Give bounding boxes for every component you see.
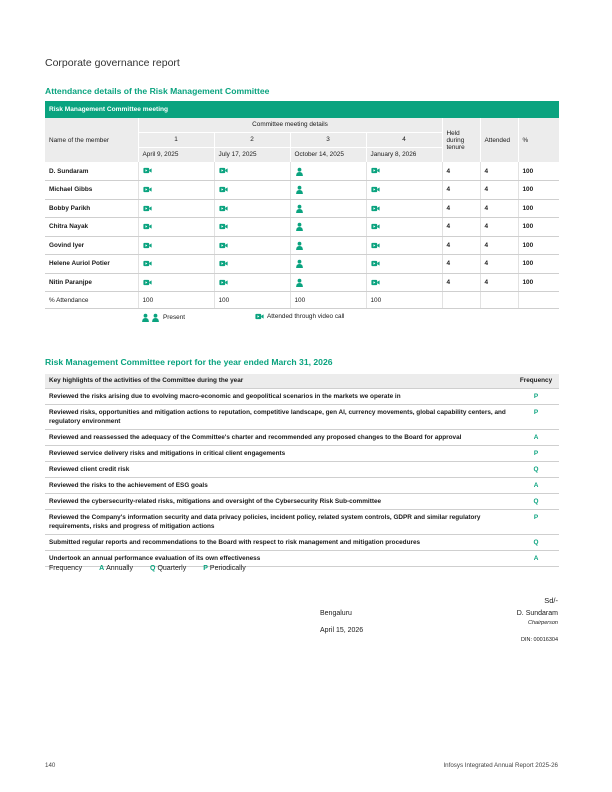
chairperson-din: DIN: 00016304	[521, 637, 558, 643]
legend-present-label: Present	[163, 314, 186, 321]
meeting-attendance-cell	[366, 199, 442, 218]
member-column-header: Name of the member	[45, 118, 138, 162]
legend-video-label: Attended through video call	[267, 313, 345, 321]
activity-row	[45, 509, 559, 534]
present-icon	[295, 242, 304, 249]
member-name: Govind Iyer	[45, 236, 138, 255]
meeting-attendance-cell	[290, 273, 366, 292]
attended-value: 4	[480, 273, 518, 292]
activity-frequency: P	[513, 509, 559, 534]
percent-value: 100	[518, 199, 559, 218]
activity-text: Submitted regular reports and recommendations to the Board with respect to risk management and mitigation procedures	[45, 534, 513, 550]
meeting-attendance-cell	[138, 255, 214, 274]
activity-row	[45, 404, 559, 429]
member-row	[45, 162, 559, 181]
attendance-heading: Attendance details of the Risk Management Committee	[45, 86, 270, 96]
video-icon	[219, 168, 228, 175]
meeting-date: July 17, 2025	[214, 147, 290, 162]
meeting-attendance-cell	[366, 181, 442, 200]
video-icon	[143, 260, 152, 267]
attendance-table	[45, 101, 559, 309]
activity-row	[45, 429, 559, 445]
video-icon	[219, 279, 228, 286]
video-icon	[371, 205, 380, 212]
member-name: Michael Gibbs	[45, 181, 138, 200]
video-icon	[371, 279, 380, 286]
video-icon	[143, 168, 152, 175]
meeting-number: 1	[138, 132, 214, 147]
meeting-attendance-percent: 100	[214, 292, 290, 309]
attendance-percent-label: % Attendance	[45, 292, 138, 309]
video-icon	[371, 168, 380, 175]
present-icon	[295, 223, 304, 230]
video-icon	[143, 186, 152, 193]
meeting-attendance-cell	[366, 255, 442, 274]
frequency-legend-label: Frequency	[49, 565, 83, 572]
present-icon	[295, 168, 304, 175]
activity-frequency: A	[513, 477, 559, 493]
sd-mark: Sd/-	[544, 596, 558, 605]
member-row	[45, 273, 559, 292]
member-row	[45, 236, 559, 255]
meeting-number: 2	[214, 132, 290, 147]
member-row	[45, 199, 559, 218]
activity-row	[45, 534, 559, 550]
member-name: Chitra Nayak	[45, 218, 138, 237]
activity-frequency: Q	[513, 493, 559, 509]
frequency-legend	[49, 565, 246, 572]
meeting-attendance-cell	[138, 236, 214, 255]
meeting-date: October 14, 2025	[290, 147, 366, 162]
activity-frequency: P	[513, 388, 559, 404]
percent-value: 100	[518, 236, 559, 255]
attended-value: 4	[480, 199, 518, 218]
empty-cell	[518, 292, 559, 309]
activity-frequency: P	[513, 404, 559, 429]
held-value: 4	[442, 236, 480, 255]
meeting-attendance-cell	[366, 236, 442, 255]
attended-value: 4	[480, 181, 518, 200]
meeting-attendance-cell	[290, 162, 366, 181]
member-row	[45, 218, 559, 237]
activity-frequency: P	[513, 445, 559, 461]
activity-frequency: A	[513, 429, 559, 445]
meeting-attendance-percent: 100	[366, 292, 442, 309]
legend-video	[255, 313, 344, 320]
meeting-attendance-cell	[214, 181, 290, 200]
chairperson-name: D. Sundaram	[516, 610, 558, 617]
attended-value: 4	[480, 218, 518, 237]
video-icon	[371, 223, 380, 230]
video-icon	[143, 279, 152, 286]
member-row	[45, 255, 559, 274]
page-number: 140	[45, 762, 56, 769]
activity-frequency: A	[513, 550, 559, 566]
activity-text: Undertook an annual performance evaluation of its own effectiveness	[45, 550, 513, 566]
percent-value: 100	[518, 255, 559, 274]
attended-value: 4	[480, 255, 518, 274]
report-name: Infosys Integrated Annual Report 2025-26	[443, 762, 558, 769]
present-icon	[141, 313, 160, 322]
meeting-attendance-cell	[138, 199, 214, 218]
percent-column-header: %	[518, 118, 559, 162]
meeting-attendance-cell	[366, 273, 442, 292]
video-icon	[219, 223, 228, 230]
meeting-date: January 8, 2026	[366, 147, 442, 162]
meeting-attendance-cell	[138, 162, 214, 181]
member-row	[45, 181, 559, 200]
frequency-column-header: Frequency	[513, 374, 559, 388]
meeting-attendance-cell	[290, 218, 366, 237]
member-name: Bobby Parikh	[45, 199, 138, 218]
meeting-attendance-cell	[214, 255, 290, 274]
meeting-attendance-cell	[138, 273, 214, 292]
video-icon	[219, 260, 228, 267]
activity-frequency: Q	[513, 534, 559, 550]
video-icon	[371, 242, 380, 249]
video-icon	[143, 242, 152, 249]
held-value: 4	[442, 199, 480, 218]
meeting-date: April 9, 2025	[138, 147, 214, 162]
held-value: 4	[442, 181, 480, 200]
activity-row	[45, 388, 559, 404]
meeting-attendance-cell	[138, 181, 214, 200]
activity-text: Reviewed service delivery risks and mitigations in critical client engagements	[45, 445, 513, 461]
activity-row	[45, 550, 559, 566]
present-icon	[295, 205, 304, 212]
activity-text: Reviewed and reassessed the adequacy of the Committee's charter and recommended any proposed changes to the Board for approval	[45, 429, 513, 445]
empty-cell	[480, 292, 518, 309]
activity-text: Reviewed the cybersecurity-related risks, mitigations and oversight of the Cybersecurity Risk Sub-committee	[45, 493, 513, 509]
activity-row	[45, 493, 559, 509]
activity-text: Reviewed the Company's information security and data privacy policies, incident policy, related system controls, GDPR and similar regulatory requirements, risks and progress of mitigation actions	[45, 509, 513, 534]
video-icon	[143, 205, 152, 212]
activity-row	[45, 477, 559, 493]
meeting-attendance-cell	[290, 181, 366, 200]
report-heading: Risk Management Committee report for the year ended March 31, 2026	[45, 357, 333, 367]
legend-quarterly: Q Quarterly	[150, 565, 187, 572]
activity-row	[45, 461, 559, 477]
signature-place: Bengaluru	[320, 610, 352, 617]
attended-value: 4	[480, 162, 518, 181]
meeting-attendance-cell	[290, 255, 366, 274]
percent-value: 100	[518, 162, 559, 181]
meeting-attendance-cell	[138, 218, 214, 237]
meeting-attendance-percent: 100	[290, 292, 366, 309]
legend-periodically: P Periodically	[203, 565, 246, 572]
page-title: Corporate governance report	[45, 57, 180, 69]
attended-column-header: Attended	[480, 118, 518, 162]
video-icon	[143, 223, 152, 230]
activity-text: Reviewed risks, opportunities and mitigation actions to reputation, competitive landscape, gen AI, currency movements, global capability centers, and regulatory environment	[45, 404, 513, 429]
present-icon	[295, 279, 304, 286]
meeting-number: 3	[290, 132, 366, 147]
meeting-attendance-percent: 100	[138, 292, 214, 309]
attendance-percent-row	[45, 292, 559, 309]
video-icon	[219, 242, 228, 249]
meeting-details-header: Committee meeting details	[138, 118, 442, 132]
present-icon	[295, 186, 304, 193]
activity-frequency: Q	[513, 461, 559, 477]
meeting-attendance-cell	[214, 218, 290, 237]
attendance-table-title: Risk Management Committee meeting	[45, 101, 559, 118]
held-value: 4	[442, 273, 480, 292]
activity-text: Reviewed client credit risk	[45, 461, 513, 477]
held-column-header: Held during tenure	[442, 118, 480, 162]
meeting-attendance-cell	[214, 199, 290, 218]
member-name: D. Sundaram	[45, 162, 138, 181]
activity-text: Reviewed the risks to the achievement of ESG goals	[45, 477, 513, 493]
attended-value: 4	[480, 236, 518, 255]
video-icon	[371, 260, 380, 267]
percent-value: 100	[518, 218, 559, 237]
legend-present	[141, 313, 185, 322]
meeting-attendance-cell	[214, 273, 290, 292]
member-name: Helene Auriol Potier	[45, 255, 138, 274]
video-icon	[219, 205, 228, 212]
meeting-attendance-cell	[290, 199, 366, 218]
member-name: Nitin Paranjpe	[45, 273, 138, 292]
held-value: 4	[442, 255, 480, 274]
meeting-attendance-cell	[366, 162, 442, 181]
meeting-attendance-cell	[290, 236, 366, 255]
video-icon	[255, 313, 264, 320]
activity-row	[45, 445, 559, 461]
chairperson-role: Chairperson	[528, 620, 558, 626]
held-value: 4	[442, 218, 480, 237]
held-value: 4	[442, 162, 480, 181]
present-icon	[295, 260, 304, 267]
empty-cell	[442, 292, 480, 309]
meeting-attendance-cell	[366, 218, 442, 237]
video-icon	[371, 186, 380, 193]
video-icon	[219, 186, 228, 193]
legend-annually: A Annually	[99, 565, 133, 572]
activity-column-header: Key highlights of the activities of the Committee during the year	[45, 374, 513, 388]
activity-text: Reviewed the risks arising due to evolving macro-economic and geopolitical scenarios in the markets we operate in	[45, 388, 513, 404]
meeting-number: 4	[366, 132, 442, 147]
percent-value: 100	[518, 273, 559, 292]
meeting-attendance-cell	[214, 162, 290, 181]
report-table	[45, 374, 559, 567]
signature-date: April 15, 2026	[320, 627, 364, 634]
meeting-attendance-cell	[214, 236, 290, 255]
percent-value: 100	[518, 181, 559, 200]
